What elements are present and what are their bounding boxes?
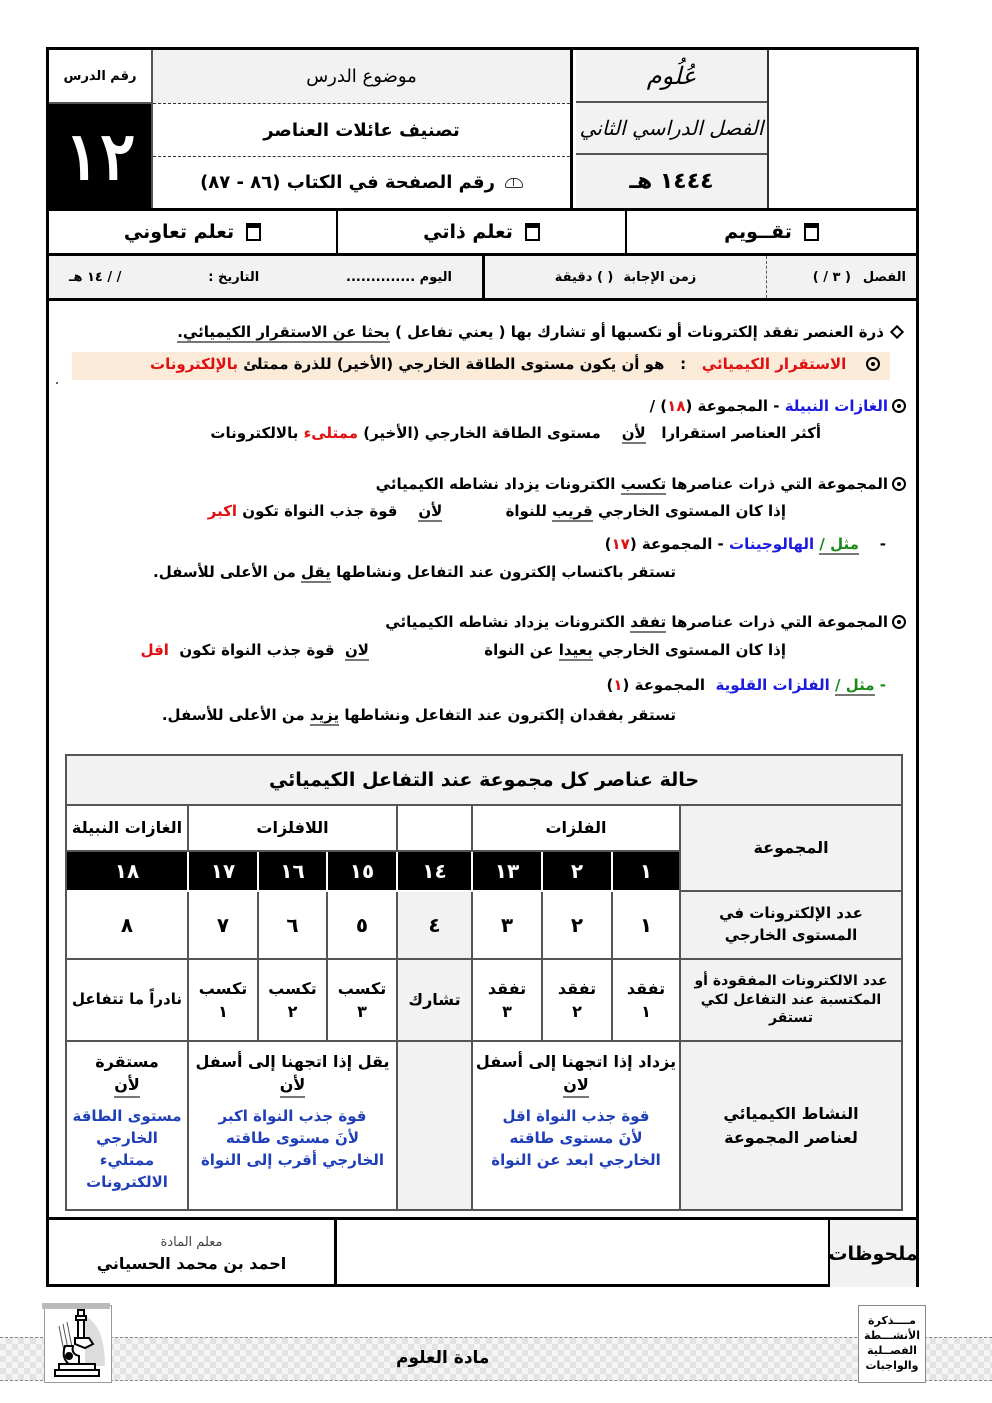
date-label: التاريخ : [208, 269, 260, 285]
outer-electrons-cell: ٧ [187, 892, 257, 960]
groups-table [65, 754, 903, 1211]
memo-line: الفصــلية [867, 1344, 917, 1357]
gain-group-condition [208, 502, 786, 520]
book-pages-text: رقم الصفحة في الكتاب (٨٦ - ٨٧) [200, 172, 495, 193]
because-text: لأن [280, 1073, 306, 1098]
activity-noble-gases [67, 1042, 187, 1209]
behavior-verb: تفقد [487, 978, 527, 998]
activities-memo-box [858, 1305, 926, 1383]
noble-gases-explanation [210, 424, 821, 442]
emphasis: تكسب [620, 475, 667, 493]
category-blank [396, 806, 471, 852]
radio-bullet-icon [866, 357, 880, 371]
text: الكترونات يزداد نشاطه الكيميائي [385, 613, 631, 631]
gain-group-note [153, 563, 676, 581]
memo-line: والواجبات [865, 1358, 919, 1372]
text: مستوى الطاقة الخارجي (الأخير) [363, 424, 601, 442]
microscope-icon [45, 1306, 111, 1382]
class-label: الفصل [862, 269, 906, 285]
subject-title: عُلُوم [576, 50, 767, 103]
group-number: ١ [613, 676, 623, 694]
behavior-cell [471, 960, 541, 1042]
definition-line [150, 355, 880, 373]
outer-electrons-cell: ٨ [67, 892, 187, 960]
behavior-cell [67, 960, 187, 1042]
behavior-verb: تفقد [626, 978, 666, 998]
behavior-verb: تكسب [198, 978, 248, 998]
text: للنواة [505, 502, 553, 520]
category-metals: الفلزات [471, 806, 679, 852]
logo-placeholder [771, 50, 916, 208]
subject-block [576, 50, 769, 208]
date-value: / / ١٤ هـ [69, 269, 122, 285]
behavior-cell [541, 960, 611, 1042]
notes-label: ملحوظات [828, 1220, 916, 1287]
activity-reason: الخارجي أقرب إلى النواة [200, 1150, 385, 1169]
text: المجموعة التي ذرات عناصرها [666, 475, 888, 493]
behavior-verb: تفقد [557, 978, 597, 998]
activity-nonmetals [187, 1042, 396, 1209]
row-head-activity: النشاط الكيميائي لعناصر المجموعة [679, 1042, 901, 1209]
behavior-count: ١ [218, 1002, 228, 1021]
activity-reason: لأنَ مستوى طاقته [225, 1129, 360, 1148]
learning-type-assessment[interactable] [627, 211, 916, 253]
emphasis: يقل [301, 563, 331, 581]
group-text: ) [606, 676, 614, 694]
text: الكترونات يزداد نشاطه الكيميائي [375, 475, 621, 493]
diamond-bullet-icon [890, 325, 904, 339]
checkbox-icon[interactable] [246, 223, 261, 241]
text: المجموعة التي ذرات عناصرها [666, 613, 888, 631]
behavior-count: ٢ [572, 1002, 582, 1021]
activity-reason: مستوى الطاقة [72, 1107, 182, 1126]
group-text: ) / [649, 397, 668, 415]
answer-time-label: زمن الإجابة [623, 269, 697, 285]
example-name: الفلزات القلوية [715, 676, 830, 694]
noble-gases-label: الغازات النبيلة [784, 397, 888, 415]
because-text: لأن [418, 502, 443, 520]
book-icon [505, 178, 523, 188]
class-value: ( ٣ / ) [812, 269, 851, 285]
behavior-cell [257, 960, 326, 1042]
activity-reason: لأنَ مستوى طاقته [509, 1129, 643, 1148]
learning-type-label: تعلم تعاوني [123, 221, 235, 243]
activity-reason: الخارجي ابعد عن النواة [491, 1150, 661, 1169]
topic-title: تصنيف عائلات العناصر [153, 104, 570, 157]
example-name: الهالوجينات [729, 535, 815, 553]
behavior-cell [611, 960, 679, 1042]
lose-group-condition [141, 641, 786, 659]
intro-line [177, 323, 906, 341]
gain-group-title [376, 475, 906, 493]
text: قوة جذب النواة تكون [242, 502, 398, 520]
behavior-verb: تكسب [268, 978, 317, 998]
behavior-cell [326, 960, 396, 1042]
text: من الأعلى للأسفل. [161, 706, 310, 724]
text: أكثر العناصر استقرارا [661, 424, 821, 442]
text: إذا كان المستوى الخارجي [592, 641, 786, 659]
group-text: المجموعة ( [622, 676, 706, 694]
row-head-group: المجموعة [679, 806, 901, 892]
emphasis: ممتلىء [303, 424, 358, 442]
lose-group-example [607, 676, 887, 694]
year: ١٤٤٤ هـ [629, 169, 714, 194]
teacher-block [49, 1220, 334, 1287]
emphasis: يزيد [309, 706, 340, 724]
topic-label: موضوع الدرس [153, 50, 570, 104]
worksheet-footer [49, 1217, 916, 1287]
info-row [49, 256, 916, 301]
radio-bullet-icon [892, 477, 906, 491]
behavior-count: ٣ [502, 1002, 512, 1021]
outer-electrons-cell: ٤ [396, 892, 471, 960]
emphasis: تفقد [630, 613, 667, 631]
banner-subject-name: مادة العلوم [396, 1348, 490, 1368]
activity-reason: قوة جذب النواة اكبر [218, 1107, 367, 1126]
outer-electrons-cell: ٦ [257, 892, 326, 960]
text: تستقر باكتساب إلكترون عند التفاعل ونشاطها [330, 563, 676, 581]
activity-reason: قوة جذب النواة اقل [502, 1107, 650, 1126]
group-number-cell: ١٣ [471, 852, 541, 892]
category-noble-gases: الغازات النبيلة [67, 806, 187, 852]
day-label: اليوم .............. [346, 269, 452, 285]
learning-type-self[interactable] [338, 211, 627, 253]
group-number-cell: ١ [611, 852, 679, 892]
because-text: لأن [621, 424, 646, 442]
bottom-banner [0, 1337, 992, 1381]
lose-group-note [162, 706, 676, 724]
emphasis: قريب [552, 502, 593, 520]
memo-line: مــــذكرة [868, 1314, 916, 1328]
behavior-verb: تكسب [337, 978, 387, 998]
worksheet-header [49, 50, 916, 211]
category-nonmetals: اللافلزات [187, 806, 396, 852]
group-number-cell: ١٤ [396, 852, 471, 892]
outer-electrons-cell: ٣ [471, 892, 541, 960]
text: إذا كان المستوى الخارجي [592, 502, 786, 520]
stray-mark [56, 382, 58, 384]
answer-time-value: ( ) دقيقة [554, 269, 614, 285]
group-number-cell: ١٥ [326, 852, 396, 892]
text: بالالكترونات [210, 424, 299, 442]
outer-electrons-cell: ٥ [326, 892, 396, 960]
row-head-outer-electrons: عدد الإلكترونات في المستوى الخارجي [679, 892, 901, 960]
text: من الأعلى للأسفل. [153, 563, 302, 581]
learning-type-label: تقــويم [724, 221, 792, 243]
activity-group-14 [396, 1042, 471, 1209]
activity-head: يقل إذا اتجهنا إلى أسفل [195, 1052, 390, 1071]
definition-emphasis: بالإلكترونات [150, 355, 238, 373]
gain-group-example [605, 535, 886, 553]
text: قوة جذب النواة تكون [179, 641, 335, 659]
group-text: - المجموعة ( [629, 535, 724, 553]
behavior-count: ٣ [357, 1002, 367, 1021]
definition-term: الاستقرار الكيميائي [701, 355, 847, 373]
intro-emphasis: بحثا عن الاستقرار الكيميائي. [177, 323, 390, 341]
group-number-cell: ١٨ [67, 852, 187, 892]
class-field[interactable] [766, 256, 916, 298]
lesson-number: ١٢ [49, 104, 153, 208]
book-pages [153, 157, 570, 208]
group-number: ١٧ [611, 535, 630, 553]
group-number: ١٨ [667, 397, 686, 415]
because-text: لان [563, 1073, 589, 1098]
emphasis: اكبر [207, 502, 238, 520]
definition-colon: : [680, 355, 687, 373]
noble-gases-title [650, 397, 906, 415]
activity-reason: الخارجي ممتليء [96, 1129, 158, 1169]
because-text: لأن [114, 1073, 140, 1098]
learning-types-row [49, 211, 916, 256]
group-number-cell: ٢ [541, 852, 611, 892]
text: عن النواة [484, 641, 559, 659]
worksheet-frame [46, 47, 919, 1287]
emphasis: اقل [140, 641, 169, 659]
lesson-number-label: رقم الدرس [49, 50, 153, 104]
row-head-lost-gained: عدد الالكترونات المفقودة أو المكتسبة عند التفاعل لكي تستقر [679, 960, 901, 1042]
outer-electrons-cell: ١ [611, 892, 679, 960]
checkbox-icon[interactable] [525, 223, 540, 241]
dash: - [879, 535, 886, 553]
teacher-label: معلم المادة [160, 1234, 223, 1250]
example-label: مثل / [835, 676, 875, 694]
learning-type-cooperative[interactable] [49, 211, 338, 253]
activity-reason: الالكترونات [86, 1172, 168, 1191]
behavior-verb: نادراً ما تتفاعل [72, 990, 182, 1009]
learning-type-label: تعلم ذاتي [423, 221, 513, 243]
notes-area[interactable] [334, 1220, 828, 1287]
memo-line: الأنشـــطة [864, 1329, 920, 1343]
dash: - [879, 676, 886, 694]
behavior-cell [396, 960, 471, 1042]
microscope-logo [44, 1305, 112, 1383]
group-number-cell: ١٧ [187, 852, 257, 892]
answer-time-field[interactable] [482, 256, 766, 298]
behavior-count: ١ [641, 1002, 651, 1021]
behavior-count: ٢ [287, 1002, 298, 1021]
outer-electrons-cell: ٢ [541, 892, 611, 960]
lose-group-title [385, 613, 906, 631]
intro-text: ذرة العنصر تفقد إلكترونات أو تكسبها أو تشارك بها ( يعني تفاعل ) [389, 323, 884, 341]
radio-bullet-icon [892, 399, 906, 413]
teacher-name: احمد بن محمد الحسياني [96, 1253, 287, 1273]
table-title: حالة عناصر كل مجموعة عند التفاعل الكيميائي [67, 756, 901, 806]
radio-bullet-icon [892, 615, 906, 629]
definition-text: هو أن يكون مستوى الطاقة الخارجي (الأخير) للذرة ممتلئ [243, 355, 665, 373]
activity-head: يزداد إذا اتجهنا إلى أسفل [475, 1052, 677, 1071]
semester: الفصل الدراسي الثاني [576, 103, 767, 155]
emphasis: بعيدا [558, 641, 593, 659]
group-number-cell: ١٦ [257, 852, 326, 892]
group-text: ) [604, 535, 612, 553]
topic-block [153, 50, 573, 208]
behavior-verb: تشارك [408, 990, 461, 1010]
activity-head: مستقرة [95, 1052, 159, 1071]
checkbox-icon[interactable] [804, 223, 819, 241]
because-text: لان [345, 641, 369, 659]
date-field[interactable] [49, 256, 482, 298]
example-label: مثل / [819, 535, 859, 553]
activity-metals [471, 1042, 679, 1209]
behavior-cell [187, 960, 257, 1042]
text: تستقر بفقدان إلكترون عند التفاعل ونشاطها [339, 706, 676, 724]
group-text: - المجموعة ( [685, 397, 785, 415]
logo-shadow [42, 1303, 110, 1309]
